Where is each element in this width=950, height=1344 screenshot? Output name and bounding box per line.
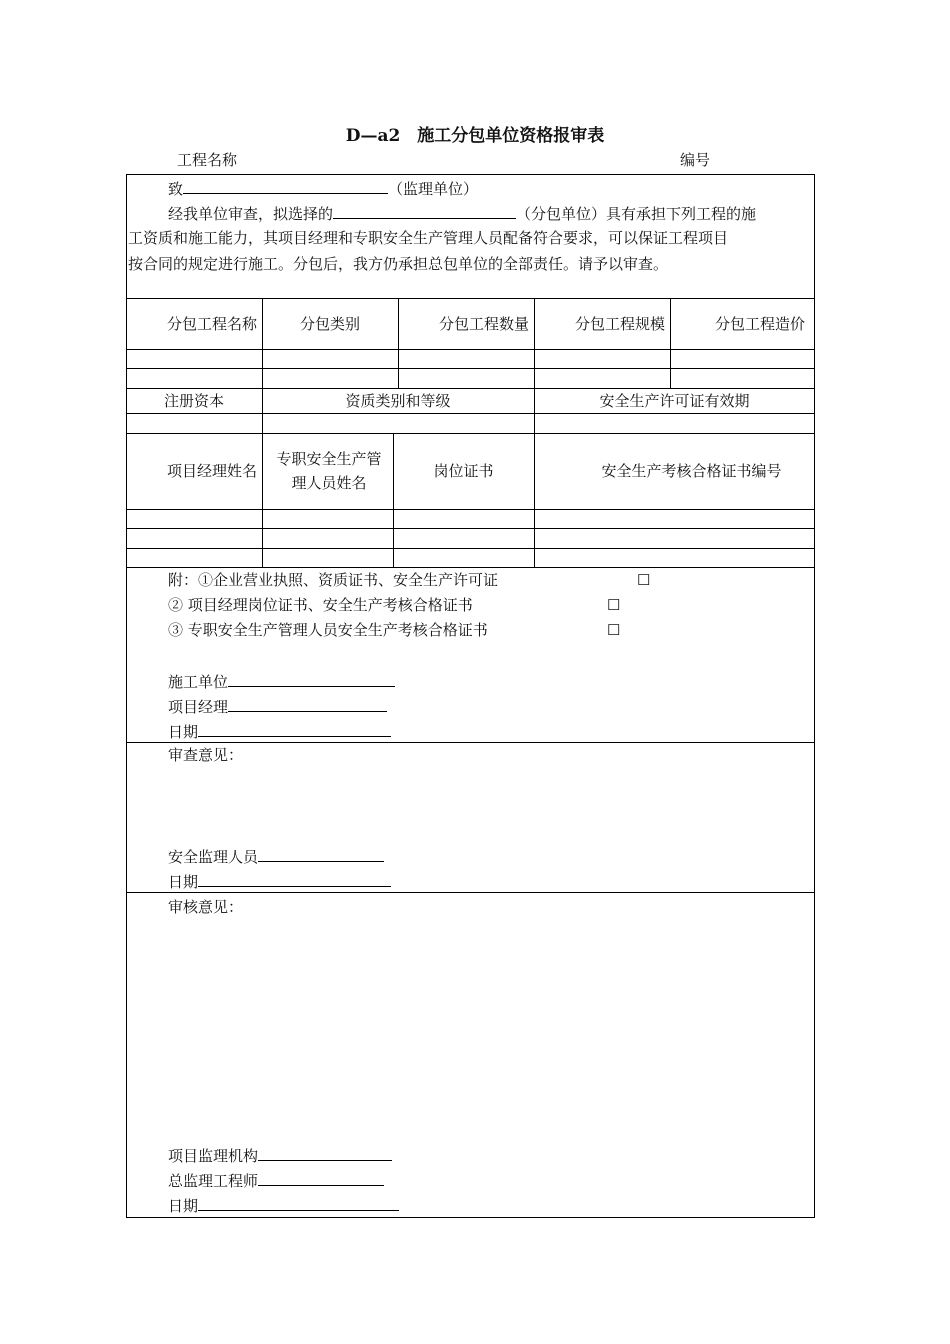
- supervisor-unit-field[interactable]: [183, 180, 388, 194]
- chief-label: 总监理工程师: [168, 1172, 259, 1190]
- table3-header-1: 项目经理姓名: [166, 462, 257, 480]
- rule: [126, 528, 815, 529]
- intro-line-3: 按合同的规定进行施工。分包后，我方仍承担总包单位的全部责任。请予以审查。: [128, 255, 669, 273]
- org-line: [168, 1147, 392, 1164]
- rule: [126, 368, 815, 369]
- audit-date-field[interactable]: [198, 1197, 399, 1211]
- intro-line-2: 工资质和施工能力，其项目经理和专职安全生产管理人员配备符合要求，可以保证工程项目: [128, 229, 729, 247]
- review-date-label: 日期: [168, 873, 199, 891]
- to-suffix: （监理单位）: [388, 180, 479, 198]
- table1-header-4: 分包工程规模: [574, 314, 665, 333]
- rule: [126, 509, 815, 510]
- manager-line: [168, 698, 387, 715]
- rule: [126, 349, 815, 350]
- rule: [262, 433, 263, 567]
- contractor-date-label: 日期: [168, 723, 199, 741]
- table2-header-3: 安全生产许可证有效期: [599, 391, 750, 410]
- org-label: 项目监理机构: [168, 1147, 259, 1165]
- contractor-date-field[interactable]: [198, 723, 391, 737]
- manager-field[interactable]: [228, 698, 387, 712]
- chief-field[interactable]: [258, 1172, 384, 1186]
- attachment-1-checkbox[interactable]: ☐: [637, 571, 651, 589]
- rule: [126, 548, 815, 549]
- inspector-label: 安全监理人员: [168, 848, 259, 866]
- table3-header-2: 专职安全生产管理人员姓名: [276, 450, 382, 492]
- intro-line-1-prefix: 经我单位审查，拟选择的: [168, 205, 334, 223]
- intro-line-1: [168, 205, 756, 222]
- rule: [126, 567, 815, 568]
- rule: [534, 433, 535, 567]
- audit-date-label: 日期: [168, 1197, 199, 1215]
- contractor-unit-field[interactable]: [228, 673, 395, 687]
- table1-header-3: 分包工程数量: [438, 314, 529, 333]
- rule: [398, 298, 399, 388]
- chief-line: [168, 1172, 384, 1189]
- manager-label: 项目经理: [168, 698, 229, 716]
- table3-header-3: 岗位证书: [433, 462, 494, 480]
- subcontractor-field[interactable]: [333, 205, 516, 219]
- rule: [534, 298, 535, 388]
- contractor-unit-label: 施工单位: [168, 673, 229, 691]
- attachment-3: ③ 专职安全生产管理人员安全生产考核合格证书: [168, 621, 488, 639]
- number-label: 编号: [680, 151, 711, 169]
- table3-header-4: 安全生产考核合格证书编号: [601, 462, 782, 480]
- table2-header-1: 注册资本: [163, 391, 224, 410]
- rule: [126, 413, 815, 414]
- to-line: [168, 180, 478, 197]
- org-field[interactable]: [258, 1147, 392, 1161]
- attachment-2-checkbox[interactable]: ☐: [607, 596, 621, 614]
- attachment-3-checkbox[interactable]: ☐: [607, 621, 621, 639]
- to-prefix: 致: [168, 180, 184, 198]
- table1-header-1: 分包工程名称: [166, 314, 257, 333]
- rule: [126, 892, 815, 893]
- review-label: 审查意见：: [168, 746, 244, 764]
- rule: [670, 298, 671, 388]
- intro-line-1-suffix: （分包单位）具有承担下列工程的施: [516, 205, 757, 223]
- page-title: D—a2 施工分包单位资格报审表: [345, 126, 605, 146]
- review-date-field[interactable]: [198, 873, 391, 887]
- inspector-line: [168, 848, 384, 865]
- review-date-line: [168, 873, 391, 890]
- table2-header-2: 资质类别和等级: [345, 391, 451, 410]
- inspector-field[interactable]: [258, 848, 384, 862]
- contractor-unit-line: [168, 673, 395, 690]
- table1-header-2: 分包类别: [299, 314, 360, 333]
- project-name-label: 工程名称: [177, 151, 238, 169]
- rule: [126, 742, 815, 743]
- table1-header-5: 分包工程造价: [714, 314, 805, 333]
- attachment-1: 附：①企业营业执照、资质证书、安全生产许可证: [168, 571, 499, 589]
- audit-date-line: [168, 1197, 399, 1214]
- audit-label: 审核意见：: [168, 898, 244, 916]
- contractor-date-line: [168, 723, 391, 740]
- attachment-2: ② 项目经理岗位证书、安全生产考核合格证书: [168, 596, 473, 614]
